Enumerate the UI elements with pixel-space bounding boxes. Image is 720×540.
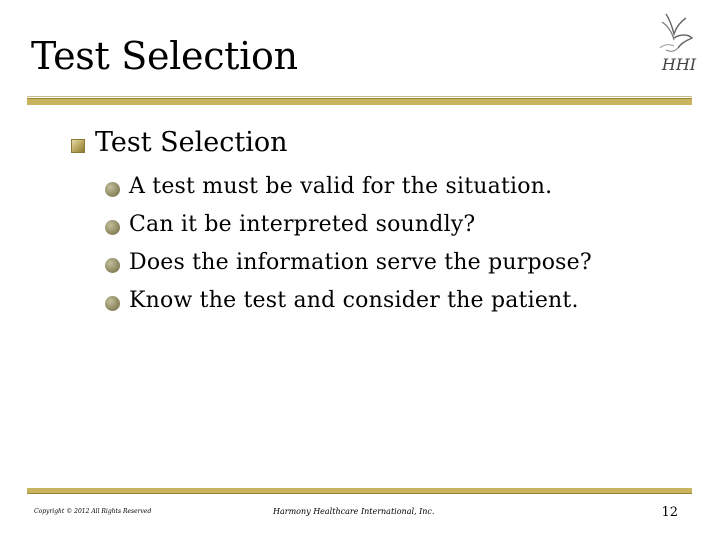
logo-text: HHI [661,55,697,74]
bullet-item: A test must be valid for the situation. [129,174,553,199]
round-bullet-icon [105,220,120,235]
round-bullet-icon [105,258,120,273]
bullet-item: Does the information serve the purpose? [129,250,592,275]
bullet-item: Can it be interpreted soundly? [129,212,476,237]
footer-company: Harmony Healthcare International, Inc. [273,507,435,516]
round-bullet-icon [105,296,120,311]
footer-divider [27,488,692,493]
round-bullet-icon [105,182,120,197]
footer-copyright: Copyright © 2012 All Rights Reserved [34,508,152,515]
body-heading: Test Selection [95,127,288,158]
bullet-item: Know the test and consider the patient. [129,288,579,313]
slide-title: Test Selection [31,34,298,78]
page-number: 12 [661,505,678,520]
square-bullet-icon [71,139,85,153]
